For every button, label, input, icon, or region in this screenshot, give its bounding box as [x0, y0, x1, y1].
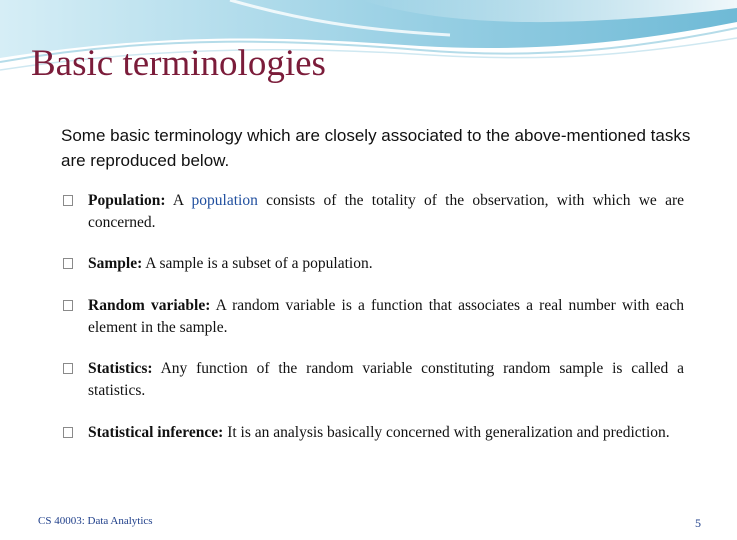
term-label: Population:: [88, 192, 166, 209]
list-item-sample: [62, 253, 684, 275]
checkbox-bullet-icon: [63, 427, 73, 438]
term-label: Random variable:: [88, 297, 211, 314]
term-label: Sample:: [88, 255, 143, 272]
definition-text: A random variable is a function that associates a real number with each element in the sample.: [88, 297, 685, 336]
checkbox-bullet-icon: [63, 195, 73, 206]
intro-paragraph: Some basic terminology which are closely associated to the above-mentioned tasks are reproduced below.: [61, 126, 691, 170]
definition-text: A sample is a subset of a population.: [145, 255, 373, 272]
definition-pre: A: [172, 192, 192, 209]
highlighted-word: population: [191, 192, 258, 209]
slide-title: Basic terminologies: [31, 43, 326, 84]
list-item-text: [88, 253, 684, 275]
list-item-population: [62, 190, 684, 234]
checkbox-bullet-icon: [63, 258, 73, 269]
list-item-statistical-inference: [62, 422, 684, 444]
list-item-text: [88, 295, 684, 339]
list-item-text: [88, 358, 684, 402]
list-item-statistics: [62, 358, 684, 402]
list-item-random-variable: [62, 295, 684, 339]
term-label: Statistical inference:: [88, 424, 224, 441]
page-number: 5: [695, 516, 701, 530]
checkbox-bullet-icon: [63, 363, 73, 374]
definition-text: It is an analysis basically concerned with generalization and prediction.: [227, 424, 670, 441]
list-item-text: [88, 190, 684, 234]
checkbox-bullet-icon: [63, 300, 73, 311]
term-label: Statistics:: [88, 360, 153, 377]
list-item-text: [88, 422, 684, 444]
definition-text: consists of the totality of the observation, with which we are concerned.: [88, 192, 684, 231]
footer-course-label: CS 40003: Data Analytics: [38, 515, 153, 527]
definition-text: Any function of the random variable constituting random sample is called a statistics.: [88, 360, 684, 399]
